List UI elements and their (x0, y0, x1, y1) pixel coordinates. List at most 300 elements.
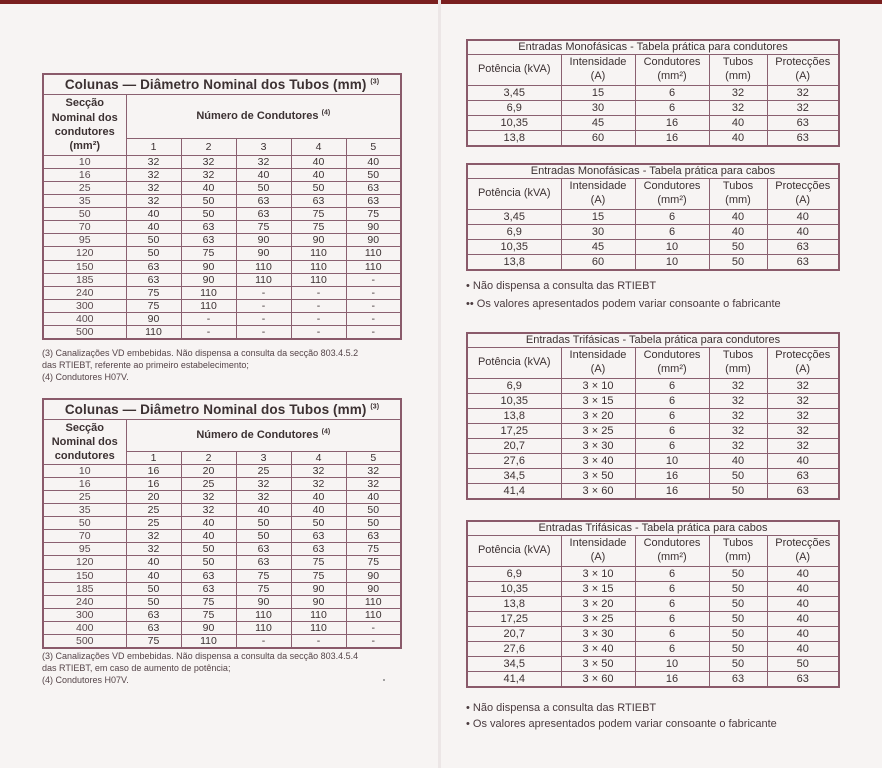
diameter-cell: 75 (291, 208, 346, 221)
table-row (467, 454, 839, 469)
header-intensidade: Intensidade (A) (561, 536, 635, 567)
table1-notes (42, 347, 358, 383)
potencia-cell: 6,9 (467, 567, 561, 582)
diameter-cell: 90 (346, 221, 401, 234)
seccao-cell: 120 (43, 556, 126, 569)
potencia-cell: 3,45 (467, 210, 561, 225)
diameter-cell: 63 (236, 208, 291, 221)
potencia-cell: 13,8 (467, 597, 561, 612)
seccao-cell: 240 (43, 286, 126, 299)
potencia-cell: 17,25 (467, 424, 561, 439)
potencia-cell: 41,4 (467, 672, 561, 688)
diameter-cell: 75 (346, 208, 401, 221)
table-row (43, 556, 401, 569)
table-row (43, 299, 401, 312)
diameter-cell: 75 (181, 247, 236, 260)
diameter-cell: 90 (291, 234, 346, 247)
diameter-cell: 32 (236, 491, 291, 504)
intensidade-cell: 45 (561, 116, 635, 131)
proteccoes-cell: 63 (767, 240, 839, 255)
diameter-cell: 63 (236, 556, 291, 569)
tubos-cell: 50 (709, 597, 767, 612)
diameter-cell: 110 (126, 325, 181, 339)
table-row (467, 255, 839, 271)
diameter-cell: 50 (236, 517, 291, 530)
tubos-cell: 32 (709, 86, 767, 101)
diameter-cell: - (346, 312, 401, 325)
potencia-cell: 10,35 (467, 116, 561, 131)
column-number-cell: 4 (291, 138, 346, 155)
condutores-cell: 10 (635, 255, 709, 271)
table-row (43, 504, 401, 517)
diameter-cell: 50 (181, 543, 236, 556)
diameter-cell: 110 (236, 260, 291, 273)
diameter-cell: 50 (126, 582, 181, 595)
condutores-cell: 6 (635, 225, 709, 240)
diameter-cell: 63 (181, 569, 236, 582)
diameter-cell: 75 (236, 569, 291, 582)
intensidade-cell: 3 × 60 (561, 484, 635, 500)
title-footnote-ref: (3) (370, 403, 380, 411)
header-proteccoes: Protecções (A) (767, 55, 839, 86)
diameter-cell: 32 (236, 478, 291, 491)
table-row (43, 208, 401, 221)
diameter-cell: 32 (181, 504, 236, 517)
tubos-cell: 32 (709, 379, 767, 394)
diameter-cell: 110 (236, 273, 291, 286)
diameter-cell: 75 (346, 556, 401, 569)
tubos-cell: 32 (709, 394, 767, 409)
potencia-cell: 34,5 (467, 657, 561, 672)
intensidade-cell: 30 (561, 101, 635, 116)
condutores-cell: 6 (635, 424, 709, 439)
numero-text: Número de Condutores (196, 110, 319, 123)
diameter-cell: 40 (181, 530, 236, 543)
header-tubos: Tubos (mm) (709, 348, 767, 379)
diameter-cell: 90 (346, 569, 401, 582)
numero-footnote-ref: (4) (321, 428, 331, 436)
table-row (43, 530, 401, 543)
diameter-cell: 63 (346, 182, 401, 195)
potencia-cell: 13,8 (467, 131, 561, 147)
proteccoes-cell: 32 (767, 379, 839, 394)
tubos-cell: 50 (709, 627, 767, 642)
tubos-cell: 40 (709, 116, 767, 131)
table-row (43, 621, 401, 634)
diameter-cell: 75 (181, 608, 236, 621)
condutores-cell: 10 (635, 454, 709, 469)
mono-notes (466, 279, 781, 311)
proteccoes-cell: 40 (767, 642, 839, 657)
header-condutores: Condutores (mm²) (635, 55, 709, 86)
diameter-cell: 75 (236, 221, 291, 234)
header-proteccoes: Protecções (A) (767, 348, 839, 379)
tubos-cell: 50 (709, 255, 767, 271)
table-row (467, 642, 839, 657)
potencia-cell: 6,9 (467, 225, 561, 240)
numero-condutores-header (126, 420, 401, 452)
seccao-cell: 500 (43, 634, 126, 648)
diameter-cell: 110 (181, 299, 236, 312)
intensidade-cell: 3 × 30 (561, 439, 635, 454)
intensidade-cell: 3 × 15 (561, 394, 635, 409)
table-row (467, 101, 839, 116)
intensidade-cell: 3 × 25 (561, 424, 635, 439)
tubos-cell: 50 (709, 469, 767, 484)
intensidade-cell: 3 × 15 (561, 582, 635, 597)
seccao-header: Secção Nominal dos condutores (mm²) (43, 95, 126, 156)
column-number-cell: 5 (346, 451, 401, 464)
proteccoes-cell: 40 (767, 627, 839, 642)
condutores-cell: 6 (635, 101, 709, 116)
note-line: (4) Condutores H07V. (42, 675, 129, 685)
table-row (43, 260, 401, 273)
diameter-cell: 110 (291, 273, 346, 286)
diameter-cell: 32 (236, 156, 291, 169)
table-row (467, 424, 839, 439)
tubos-cell: 50 (709, 612, 767, 627)
diameter-cell: 32 (291, 478, 346, 491)
note-line: (3) Canalizações VD embebidas. Não dispensa a consulta da secção 803.4.5.2 (42, 348, 359, 358)
potencia-cell: 20,7 (467, 439, 561, 454)
diameter-cell: 40 (236, 504, 291, 517)
table-row (467, 612, 839, 627)
seccao-cell: 300 (43, 299, 126, 312)
proteccoes-cell: 32 (767, 394, 839, 409)
note-line: • Os valores apresentados podem variar consoante o fabricante (466, 718, 777, 730)
note-line: • Não dispensa a consulta das RTIEBT (466, 702, 657, 714)
diameter-cell: 50 (346, 169, 401, 182)
condutores-cell: 6 (635, 409, 709, 424)
diameter-cell: 110 (291, 247, 346, 260)
tubos-cell: 32 (709, 424, 767, 439)
diameter-cell: - (291, 634, 346, 648)
intensidade-cell: 3 × 20 (561, 597, 635, 612)
diameter-cell: 90 (181, 621, 236, 634)
diameter-cell: 50 (181, 556, 236, 569)
table-title: Entradas Monofásicas - Tabela prática para cabos (467, 164, 839, 179)
diameter-cell: 32 (181, 156, 236, 169)
table-row (467, 469, 839, 484)
note-line: (4) Condutores H07V. (42, 372, 129, 382)
diameter-cell: 75 (126, 299, 181, 312)
condutores-cell: 6 (635, 439, 709, 454)
diameter-cell: 63 (126, 260, 181, 273)
diameter-cell: 32 (126, 182, 181, 195)
table-row (467, 210, 839, 225)
table-body (467, 379, 839, 500)
table-row (467, 225, 839, 240)
condutores-cell: 6 (635, 394, 709, 409)
diameter-cell: 50 (126, 247, 181, 260)
potencia-cell: 10,35 (467, 394, 561, 409)
diameter-cell: 63 (236, 543, 291, 556)
diameter-cell: 16 (126, 478, 181, 491)
condutores-cell: 6 (635, 642, 709, 657)
diameter-cell: 63 (126, 608, 181, 621)
diameter-cell: 63 (181, 582, 236, 595)
tri-cabos-table (466, 520, 840, 688)
tubos-cell: 40 (709, 454, 767, 469)
diameter-cell: 25 (181, 478, 236, 491)
seccao-cell: 185 (43, 273, 126, 286)
diameter-cell: 32 (291, 465, 346, 478)
diameter-cell: 20 (126, 491, 181, 504)
diameter-cell: 25 (126, 517, 181, 530)
diameter-cell: - (236, 312, 291, 325)
tubos-cell: 50 (709, 567, 767, 582)
note-line: das RTIEBT, em caso de aumento de potência; (42, 663, 231, 673)
diameter-cell: 50 (236, 182, 291, 195)
header-intensidade: Intensidade (A) (561, 55, 635, 86)
intensidade-cell: 45 (561, 240, 635, 255)
intensidade-cell: 60 (561, 255, 635, 271)
header-condutores: Condutores (mm²) (635, 348, 709, 379)
condutores-cell: 16 (635, 484, 709, 500)
table-row (43, 517, 401, 530)
proteccoes-cell: 40 (767, 225, 839, 240)
condutores-cell: 6 (635, 86, 709, 101)
intensidade-cell: 15 (561, 86, 635, 101)
diameter-cell: 40 (126, 556, 181, 569)
proteccoes-cell: 32 (767, 101, 839, 116)
proteccoes-cell: 40 (767, 612, 839, 627)
header-row (467, 348, 839, 379)
note-line: • Não dispensa a consulta das RTIEBT (466, 280, 657, 292)
numero-condutores-header (126, 95, 401, 139)
seccao-cell: 120 (43, 247, 126, 260)
table-body (467, 210, 839, 271)
diameter-cell: 110 (291, 608, 346, 621)
column-number-cell: 3 (236, 451, 291, 464)
table-row (43, 543, 401, 556)
diameter-cell: 63 (181, 234, 236, 247)
diameter-cell: 90 (181, 260, 236, 273)
diameter-cell: 40 (126, 569, 181, 582)
potencia-cell: 6,9 (467, 101, 561, 116)
diameter-cell: 40 (291, 169, 346, 182)
intensidade-cell: 60 (561, 131, 635, 147)
proteccoes-cell: 63 (767, 116, 839, 131)
header-potencia: Potência (kVA) (467, 179, 561, 210)
diameter-cell: - (181, 312, 236, 325)
potencia-cell: 20,7 (467, 627, 561, 642)
table-row (467, 409, 839, 424)
intensidade-cell: 15 (561, 210, 635, 225)
diameter-cell: 90 (236, 595, 291, 608)
header-intensidade: Intensidade (A) (561, 348, 635, 379)
table-title: Entradas Trifásicas - Tabela prática para condutores (467, 333, 839, 348)
table-row (467, 657, 839, 672)
seccao-cell: 240 (43, 595, 126, 608)
diameter-cell: 90 (181, 273, 236, 286)
table-row (43, 325, 401, 339)
diameter-cell: 40 (181, 182, 236, 195)
tri-condutores-table (466, 332, 840, 500)
proteccoes-cell: 40 (767, 597, 839, 612)
diameter-cell: 75 (291, 221, 346, 234)
proteccoes-cell: 63 (767, 672, 839, 688)
diameter-cell: 63 (236, 195, 291, 208)
table-title: Entradas Trifásicas - Tabela prática para cabos (467, 521, 839, 536)
diameter-cell: 110 (346, 608, 401, 621)
proteccoes-cell: 63 (767, 255, 839, 271)
table-row (43, 286, 401, 299)
potencia-cell: 27,6 (467, 454, 561, 469)
diameter-cell: 110 (181, 286, 236, 299)
diameter-cell: 40 (291, 504, 346, 517)
diameter-cell: 50 (291, 517, 346, 530)
diameter-cell: 75 (291, 569, 346, 582)
diameter-cell: 40 (291, 156, 346, 169)
potencia-cell: 27,6 (467, 642, 561, 657)
condutores-cell: 10 (635, 240, 709, 255)
diameter-cell: 63 (126, 273, 181, 286)
seccao-cell: 16 (43, 169, 126, 182)
seccao-cell: 10 (43, 465, 126, 478)
diameter-cell: - (236, 634, 291, 648)
tri-notes (466, 701, 777, 731)
title-text: Colunas — Diâmetro Nominal dos Tubos (mm) (64, 401, 367, 417)
diameter-cell: 110 (181, 634, 236, 648)
tubos-cell: 32 (709, 409, 767, 424)
diameter-cell: - (236, 299, 291, 312)
table-row (43, 169, 401, 182)
diameter-cell: 110 (236, 621, 291, 634)
diameter-cell: 40 (181, 517, 236, 530)
intensidade-cell: 3 × 40 (561, 642, 635, 657)
diameter-cell: 90 (236, 247, 291, 260)
table-row (43, 478, 401, 491)
proteccoes-cell: 40 (767, 210, 839, 225)
diameter-cell: 75 (126, 286, 181, 299)
diameter-cell: 40 (291, 491, 346, 504)
intensidade-cell: 3 × 20 (561, 409, 635, 424)
header-intensidade: Intensidade (A) (561, 179, 635, 210)
condutores-cell: 6 (635, 627, 709, 642)
seccao-cell: 400 (43, 621, 126, 634)
proteccoes-cell: 63 (767, 469, 839, 484)
table-row (43, 221, 401, 234)
table2-notes (42, 650, 358, 686)
proteccoes-cell: 40 (767, 454, 839, 469)
seccao-cell: 35 (43, 195, 126, 208)
table-row (43, 273, 401, 286)
diameter-cell: 75 (236, 582, 291, 595)
table-row (467, 240, 839, 255)
potencia-cell: 6,9 (467, 379, 561, 394)
table-row (467, 394, 839, 409)
colunas-table-1 (42, 73, 402, 340)
table-body (467, 567, 839, 688)
tubos-cell: 40 (709, 131, 767, 147)
potencia-cell: 3,45 (467, 86, 561, 101)
proteccoes-cell: 40 (767, 582, 839, 597)
table-row (467, 627, 839, 642)
potencia-cell: 10,35 (467, 240, 561, 255)
page-speck (383, 679, 385, 681)
diameter-cell: - (346, 299, 401, 312)
condutores-cell: 16 (635, 672, 709, 688)
header-row (467, 536, 839, 567)
intensidade-cell: 3 × 50 (561, 657, 635, 672)
numero-text: Número de Condutores (196, 429, 319, 442)
tubos-cell: 40 (709, 210, 767, 225)
diameter-cell: 63 (291, 530, 346, 543)
diameter-cell: - (346, 325, 401, 339)
table-row (467, 597, 839, 612)
diameter-cell: 50 (181, 208, 236, 221)
header-proteccoes: Protecções (A) (767, 536, 839, 567)
header-condutores: Condutores (mm²) (635, 179, 709, 210)
diameter-cell: 90 (346, 582, 401, 595)
tubos-cell: 32 (709, 101, 767, 116)
diameter-cell: - (346, 621, 401, 634)
diameter-cell: - (346, 273, 401, 286)
table-row (467, 116, 839, 131)
tubos-cell: 50 (709, 582, 767, 597)
table-title (43, 399, 401, 420)
seccao-cell: 400 (43, 312, 126, 325)
diameter-cell: - (236, 286, 291, 299)
diameter-cell: 40 (346, 156, 401, 169)
colunas-table-2 (42, 398, 402, 649)
diameter-cell: 90 (291, 582, 346, 595)
diameter-cell: 110 (236, 608, 291, 621)
diameter-cell: 32 (126, 169, 181, 182)
note-line: (3) Canalizações VD embebidas. Não dispensa a consulta da secção 803.4.5.4 (42, 651, 359, 661)
diameter-cell: 50 (181, 195, 236, 208)
table-row (467, 86, 839, 101)
diameter-cell: 63 (181, 221, 236, 234)
seccao-cell: 16 (43, 478, 126, 491)
potencia-cell: 34,5 (467, 469, 561, 484)
header-tubos: Tubos (mm) (709, 55, 767, 86)
mono-cabos-table (466, 163, 840, 271)
table-row (43, 312, 401, 325)
diameter-cell: 110 (291, 621, 346, 634)
diameter-cell: 75 (291, 556, 346, 569)
condutores-cell: 16 (635, 469, 709, 484)
header-tubos: Tubos (mm) (709, 179, 767, 210)
diameter-cell: 32 (126, 543, 181, 556)
condutores-cell: 6 (635, 582, 709, 597)
seccao-cell: 35 (43, 504, 126, 517)
diameter-cell: 63 (346, 195, 401, 208)
diameter-cell: 110 (291, 260, 346, 273)
condutores-cell: 6 (635, 210, 709, 225)
seccao-cell: 70 (43, 530, 126, 543)
table-title (43, 74, 401, 95)
proteccoes-cell: 50 (767, 657, 839, 672)
table-body (43, 465, 401, 648)
diameter-cell: 16 (126, 465, 181, 478)
intensidade-cell: 3 × 60 (561, 672, 635, 688)
tubos-cell: 50 (709, 240, 767, 255)
diameter-cell: 32 (346, 465, 401, 478)
diameter-cell: 25 (126, 504, 181, 517)
diameter-cell: 110 (346, 260, 401, 273)
column-number-cell: 5 (346, 138, 401, 155)
diameter-cell: - (291, 286, 346, 299)
proteccoes-cell: 32 (767, 86, 839, 101)
diameter-cell: - (346, 634, 401, 648)
diameter-cell: 50 (291, 182, 346, 195)
header-row (467, 179, 839, 210)
condutores-cell: 16 (635, 116, 709, 131)
page-top-band (0, 0, 882, 4)
diameter-cell: 50 (236, 530, 291, 543)
